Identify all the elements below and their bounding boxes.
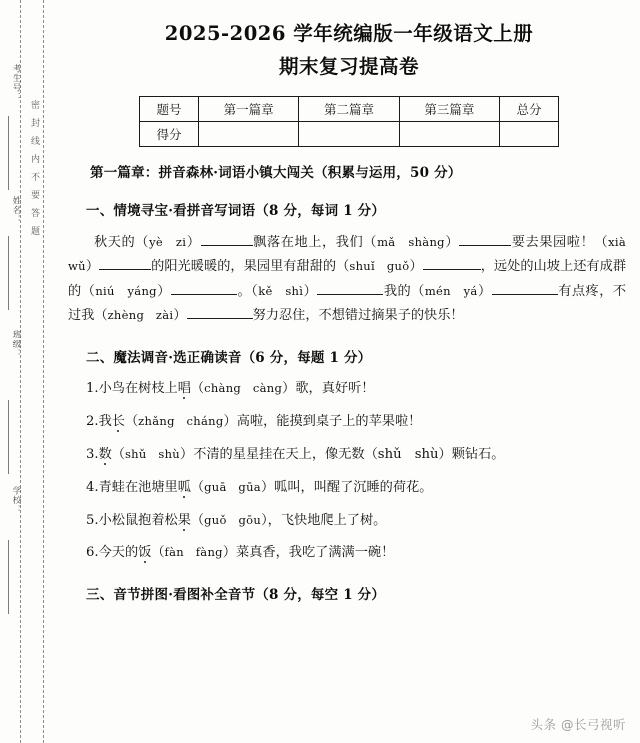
passage-text: ） <box>477 283 492 299</box>
section-one-passage <box>68 231 638 329</box>
seal-line-margin <box>0 0 58 743</box>
question-text: 我 <box>98 414 112 430</box>
passage-text: 。（ <box>236 283 259 299</box>
table-row <box>140 121 559 146</box>
score-table-container <box>58 96 640 147</box>
question-target-char: 饭 <box>138 545 152 561</box>
answer-blank-4[interactable] <box>423 269 481 270</box>
answer-blank-6[interactable] <box>317 294 383 295</box>
passage-text: 努力忍住，不想错过摘果子的快乐！ <box>252 308 464 324</box>
pinyin-ye-zi: yè zi <box>149 234 187 249</box>
passage-text: ） <box>156 283 171 299</box>
seal-solid-rule-2 <box>8 236 9 310</box>
question-text: 青蛙在池塘里 <box>98 479 178 495</box>
seal-dashed-line-inner <box>43 0 44 743</box>
section-one-heading: 一、情境寻宝·看拼音写词语（8 分，每词 1 分） <box>86 202 386 219</box>
question-number: 6. <box>86 545 99 561</box>
score-table <box>139 96 559 147</box>
seal-solid-rule-4 <box>8 540 9 614</box>
passage-text: ） <box>186 234 201 250</box>
pinyin-choices[interactable]: fàn fàng <box>164 545 223 560</box>
question-item-2: 2.我长（zhǎng cháng）高啦，能摸到桌子上的苹果啦！ <box>86 414 422 430</box>
score-table-header-chapter-3: 第三篇章 <box>399 96 499 121</box>
seal-solid-rule-1 <box>8 116 9 190</box>
question-target-char: 长 <box>111 414 125 430</box>
seal-label-student-id: 考生号： <box>11 64 21 102</box>
pinyin-choices[interactable]: shǔ shù <box>124 447 180 462</box>
question-text: 今天的 <box>98 545 139 561</box>
score-table-header-total: 总分 <box>500 96 559 121</box>
seal-label-school: 学校： <box>11 486 21 515</box>
pinyin-choices[interactable]: guā gūa <box>204 479 261 494</box>
question-text: 不清的星星挂在天上，像无数（shǔ shù）颗钻石。 <box>193 447 505 463</box>
chapter-one-heading: 第一篇章：拼音森林·词语小镇大闯关（积累与运用，50 分） <box>90 164 462 181</box>
question-number: 4. <box>86 479 99 495</box>
question-item-3: 3.数（shǔ shù）不清的星星挂在天上，像无数（shǔ shù）颗钻石。 <box>86 447 505 463</box>
question-text: 高啦，能摸到桌子上的苹果啦！ <box>236 414 422 430</box>
passage-text: ） <box>303 283 318 299</box>
answer-blank-7[interactable] <box>492 294 558 295</box>
section-three-heading: 三、音节拼图·看图补全音节（8 分，每空 1 分） <box>86 587 386 604</box>
section-two-heading: 二、魔法调音·选正确读音（6 分，每题 1 分） <box>86 350 372 367</box>
pinyin-zheng-zai: zhèng zài <box>107 308 174 323</box>
passage-text: ） <box>444 234 460 250</box>
question-text: 小鸟在树枝上 <box>98 381 178 397</box>
answer-blank-2[interactable] <box>459 245 511 246</box>
answer-blank-8[interactable] <box>187 318 253 319</box>
passage-text: ） <box>173 308 187 324</box>
passage-text: 我的（ <box>383 283 425 299</box>
question-number: 5. <box>86 512 99 528</box>
score-cell-chapter-2[interactable] <box>299 121 399 146</box>
pinyin-choices[interactable]: chàng càng <box>204 381 283 396</box>
seal-label-name: 姓名： <box>11 196 21 225</box>
pinyin-ma-shang: mǎ shàng <box>377 234 445 249</box>
passage-text: 飘落在地上，我们（ <box>252 234 378 250</box>
question-text: 菜真香，我吃了满满一碗！ <box>236 545 395 561</box>
question-text: 小松鼠抱着松 <box>98 512 178 528</box>
passage-text: ） <box>409 259 423 275</box>
pinyin-xia-wu: xià wǔ <box>68 234 638 274</box>
question-target-char: 果 <box>177 512 191 528</box>
passage-text: ，远处的山坡上还有成群的（ <box>68 259 627 299</box>
seal-label-class: 班级： <box>11 330 21 359</box>
pinyin-shui-guo: shuǐ guǒ <box>349 259 410 274</box>
table-row <box>140 96 559 121</box>
pinyin-choices[interactable]: guǒ gōu <box>204 512 262 527</box>
question-item-6: 6.今天的饭（fàn fàng）菜真香，我吃了满满一碗！ <box>86 545 395 561</box>
question-target-char: 唱 <box>177 381 191 397</box>
answer-blank-1[interactable] <box>201 245 253 246</box>
passage-text: 的阳光暖暖的，果园里有甜甜的（ <box>151 259 350 275</box>
passage-text: 秋天的（ <box>94 234 150 250</box>
question-item-5: 5.小松鼠抱着松果（guǒ gōu），飞快地爬上了树。 <box>86 512 387 528</box>
question-number: 2. <box>86 414 99 430</box>
seal-solid-rule-3 <box>8 400 9 474</box>
score-table-header-chapter-2: 第二篇章 <box>299 96 399 121</box>
answer-blank-5[interactable] <box>171 294 237 295</box>
score-table-row-label: 得分 <box>140 121 199 146</box>
question-number: 3. <box>86 447 99 463</box>
score-table-header-chapter-1: 第一篇章 <box>199 96 299 121</box>
seal-dashed-line-outer <box>20 0 21 743</box>
passage-text: ） <box>85 259 100 275</box>
score-cell-chapter-3[interactable] <box>399 121 499 146</box>
question-target-char: 数 <box>98 447 112 463</box>
question-item-1: 1.小鸟在树枝上唱（chàng càng）歌，真好听！ <box>86 381 375 397</box>
paper-content <box>58 0 640 743</box>
page-title-line-2: 期末复习提高卷 <box>278 55 419 79</box>
watermark-text: 头条 @长弓视听 <box>530 717 626 732</box>
pinyin-ke-shi: kě shì <box>258 283 304 298</box>
page-title-line-1: 2025-2026 学年统编版一年级语文上册 <box>164 22 534 45</box>
question-number: 1. <box>86 381 99 397</box>
pinyin-niu-yang: niú yáng <box>95 283 157 298</box>
score-cell-chapter-1[interactable] <box>199 121 299 146</box>
question-item-4: 4.青蛙在池塘里呱（guā gūa）呱叫，叫醒了沉睡的荷花。 <box>86 479 433 495</box>
passage-text: 要去果园啦！（ <box>511 234 609 250</box>
answer-blank-3[interactable] <box>99 269 151 270</box>
question-text: 歌，真好听！ <box>295 381 375 397</box>
passage-text: 有点疼，不过我（ <box>68 283 627 324</box>
question-text: ），飞快地爬上了树。 <box>261 512 387 528</box>
score-cell-total[interactable] <box>500 121 559 146</box>
seal-line-notice-text: 密封线内不要答题 <box>29 100 39 244</box>
pinyin-men-ya: mén yá <box>424 283 478 298</box>
question-text: 呱叫，叫醒了沉睡的荷花。 <box>274 479 433 495</box>
score-table-row-label: 题号 <box>140 96 199 121</box>
question-target-char: 呱 <box>177 479 191 495</box>
pinyin-choices[interactable]: zhǎng cháng <box>138 414 224 429</box>
